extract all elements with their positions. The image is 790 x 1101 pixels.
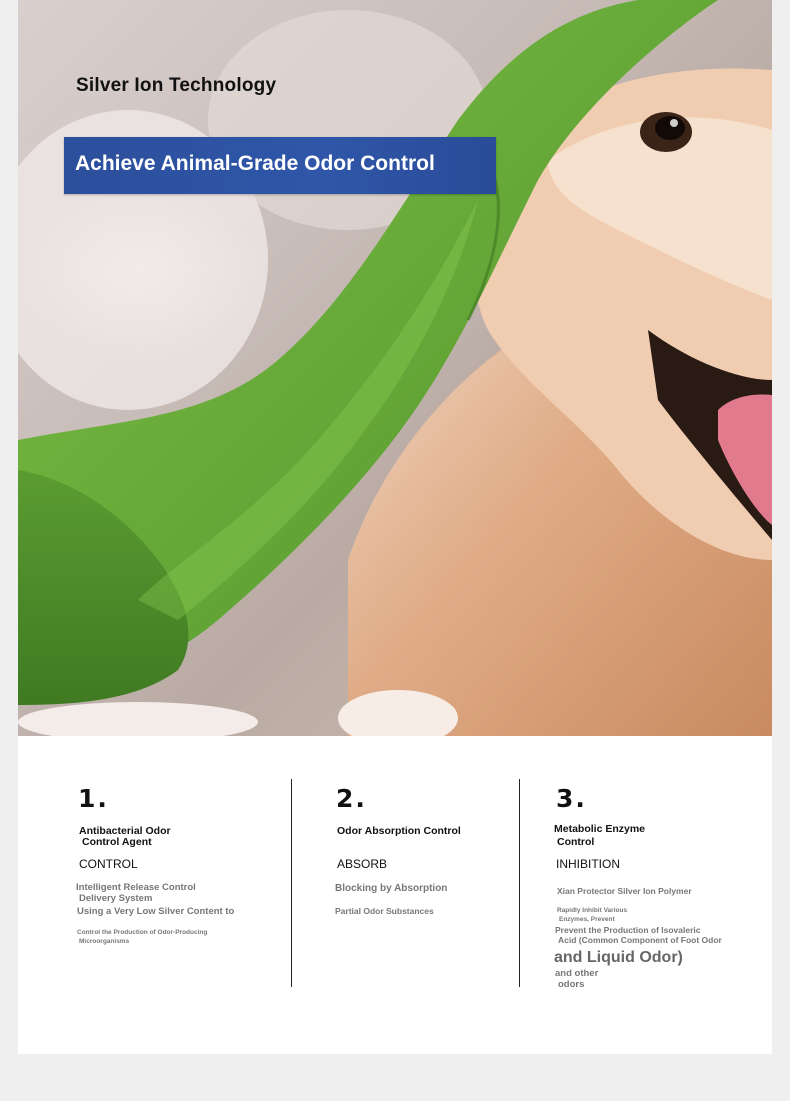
hero-banner	[64, 137, 496, 194]
feature-small-1: Control the Production of Odor-Producing	[77, 929, 208, 936]
dog-with-towel-illustration	[18, 0, 772, 736]
feature-tail-1: and other	[555, 968, 599, 979]
feature-number: 3.	[556, 784, 587, 813]
column-divider	[291, 779, 292, 987]
feature-small-2: Enzymes, Prevent	[559, 916, 615, 923]
hero-banner-text: Achieve Animal-Grade Odor Control	[75, 152, 435, 175]
page-card	[18, 0, 772, 1054]
feature-highlight: and Liquid Odor)	[554, 949, 683, 966]
feature-title-line2: Control	[557, 836, 595, 848]
hero-image	[18, 0, 772, 736]
feature-number: 2.	[336, 784, 367, 813]
feature-desc-3: Using a Very Low Silver Content to	[77, 906, 235, 917]
feature-desc-1: Intelligent Release Control	[76, 882, 196, 893]
feature-title-line1: Odor Absorption Control	[337, 825, 461, 837]
hero-eyebrow: Silver Ion Technology	[76, 75, 277, 96]
feature-desc-2: Partial Odor Substances	[335, 906, 434, 916]
feature-small-1: Rapidly Inhibit Various	[557, 907, 628, 914]
feature-title-line1: Metabolic Enzyme	[554, 823, 646, 835]
feature-tail-2: odors	[558, 979, 585, 990]
feature-title-line2: Control Agent	[82, 836, 152, 848]
feature-keyword: ABSORB	[337, 857, 388, 871]
column-divider	[519, 779, 520, 987]
feature-desc-2: Prevent the Production of Isovaleric	[555, 925, 701, 935]
feature-keyword: INHIBITION	[556, 857, 621, 871]
feature-desc-1: Xian Protector Silver Ion Polymer	[557, 886, 692, 896]
feature-desc-2: Delivery System	[79, 893, 153, 904]
feature-small-2: Microorganisms	[79, 938, 130, 945]
feature-keyword: CONTROL	[79, 857, 138, 871]
feature-desc-3: Acid (Common Component of Foot Odor	[558, 935, 722, 945]
feature-number: 1.	[78, 784, 109, 813]
feature-title-line1: Antibacterial Odor	[79, 825, 171, 837]
feature-desc-1: Blocking by Absorption	[335, 883, 448, 894]
